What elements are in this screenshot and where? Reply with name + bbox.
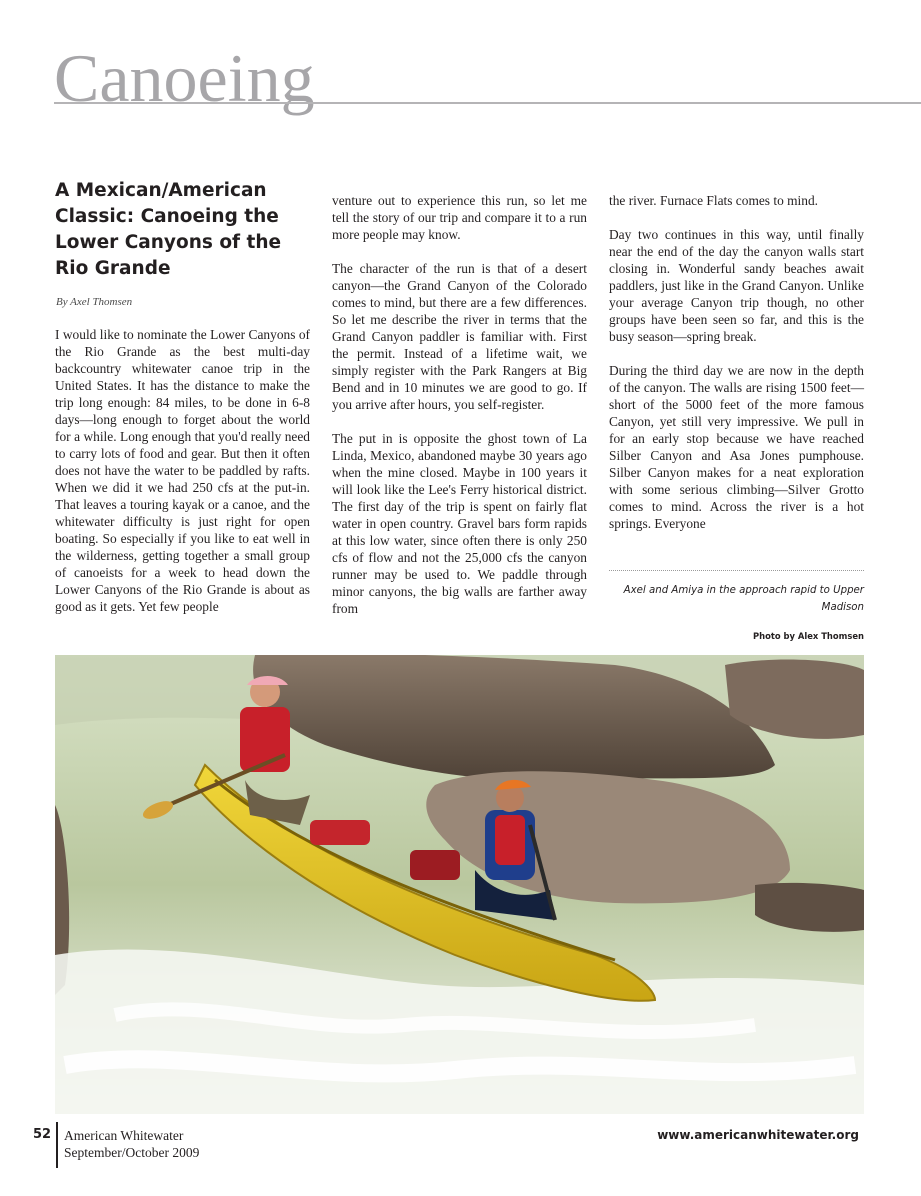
- section-title: Canoeing: [54, 40, 315, 116]
- article-column-2: [332, 192, 587, 617]
- paragraph: During the third day we are now in the depth of the canyon. The walls are rising 1500 feet—short of the 5000 feet of the more famous Canyon, yet still very impressive. We pull in for an early stop because we have reached Silber Canyon and Asa Jones pumphouse. Silber Canyon makes for a neat exploration with some serious climbing—Silver Grotto comes to mind. Across the river is a hot springs. Everyone: [609, 363, 864, 531]
- issue-date: September/October 2009: [64, 1145, 200, 1160]
- byline: By Axel Thomsen: [56, 296, 133, 308]
- photo-caption: Axel and Amiya in the approach rapid to Upper Madison: [623, 585, 864, 613]
- publication-name: American Whitewater: [64, 1128, 184, 1143]
- footer-url[interactable]: www.americanwhitewater.org: [657, 1128, 859, 1142]
- caption-rule: [609, 570, 864, 571]
- article-column-3: [609, 192, 864, 532]
- paragraph: the river. Furnace Flats comes to mind.: [609, 193, 818, 208]
- paragraph: The put in is opposite the ghost town of La Linda, Mexico, abandoned maybe 30 years ago when the mine closed. Maybe in 100 years it will look like the Lee's Ferry historical district. The first day of the trip is spent on fairly flat water in open country. Gravel bars form rapids at this low water, since often there is only 250 cfs of flow and not the 25,000 cfs the canyon runner may be used to. We paddle through minor canyons, the big walls are farther away from: [332, 431, 587, 616]
- footer-publication: [64, 1127, 199, 1161]
- paragraph: venture out to experience this run, so let me tell the story of our trip and compare it to a run more people may know.: [332, 193, 587, 242]
- page-number: 52: [33, 1127, 52, 1142]
- paragraph: The character of the run is that of a desert canyon—the Grand Canyon of the Colorado comes to mind, but there are a few differences. So let me describe the river in terms that the Grand Canyon paddler is familiar with. First the permit. Instead of a lifetime wait, we simply register with the Park Rangers at Big Bend and in 10 minutes we are good to go. If you arrive after hours, you self-register.: [332, 261, 587, 412]
- footer-divider: [56, 1122, 58, 1168]
- photo-credit: Photo by Alex Thomsen: [752, 631, 864, 641]
- paragraph: I would like to nominate the Lower Canyons of the Rio Grande as the best multi-day backcountry whitewater canoe trip in the United States. It has the distance to make the trip long enough: 84 miles, to be done in 6-8 days—long enough to forget about the world for a while. Long enough that you'd really need to carry lots of food and gear. But then it often does not have the water to be paddled by rafts. When we did it we had 250 cfs at the put-in. That leaves a touring kayak or a canoe, and the whitewater difficulty is just right for open boating. So especially if you like to eat well in the wilderness, getting together a small group of canoeists for a week to head down the Lower Canyons of the Rio Grande is about as good as it gets. Yet few people: [55, 327, 310, 614]
- article-headline: A Mexican/American Classic: Canoeing the Lower Canyons of the Rio Grande: [55, 180, 282, 279]
- canoe-photo: [55, 655, 864, 1114]
- article-column-1: [55, 326, 310, 615]
- paragraph: Day two continues in this way, until finally near the end of the day the canyon walls start closing in. Wonderful sandy beaches await paddlers, just like in the Grand Canyon. Unlike your average Canyon trip though, no other groups have been seen so far, and this is the busy season—spring break.: [609, 227, 864, 344]
- section-rule: [54, 102, 921, 104]
